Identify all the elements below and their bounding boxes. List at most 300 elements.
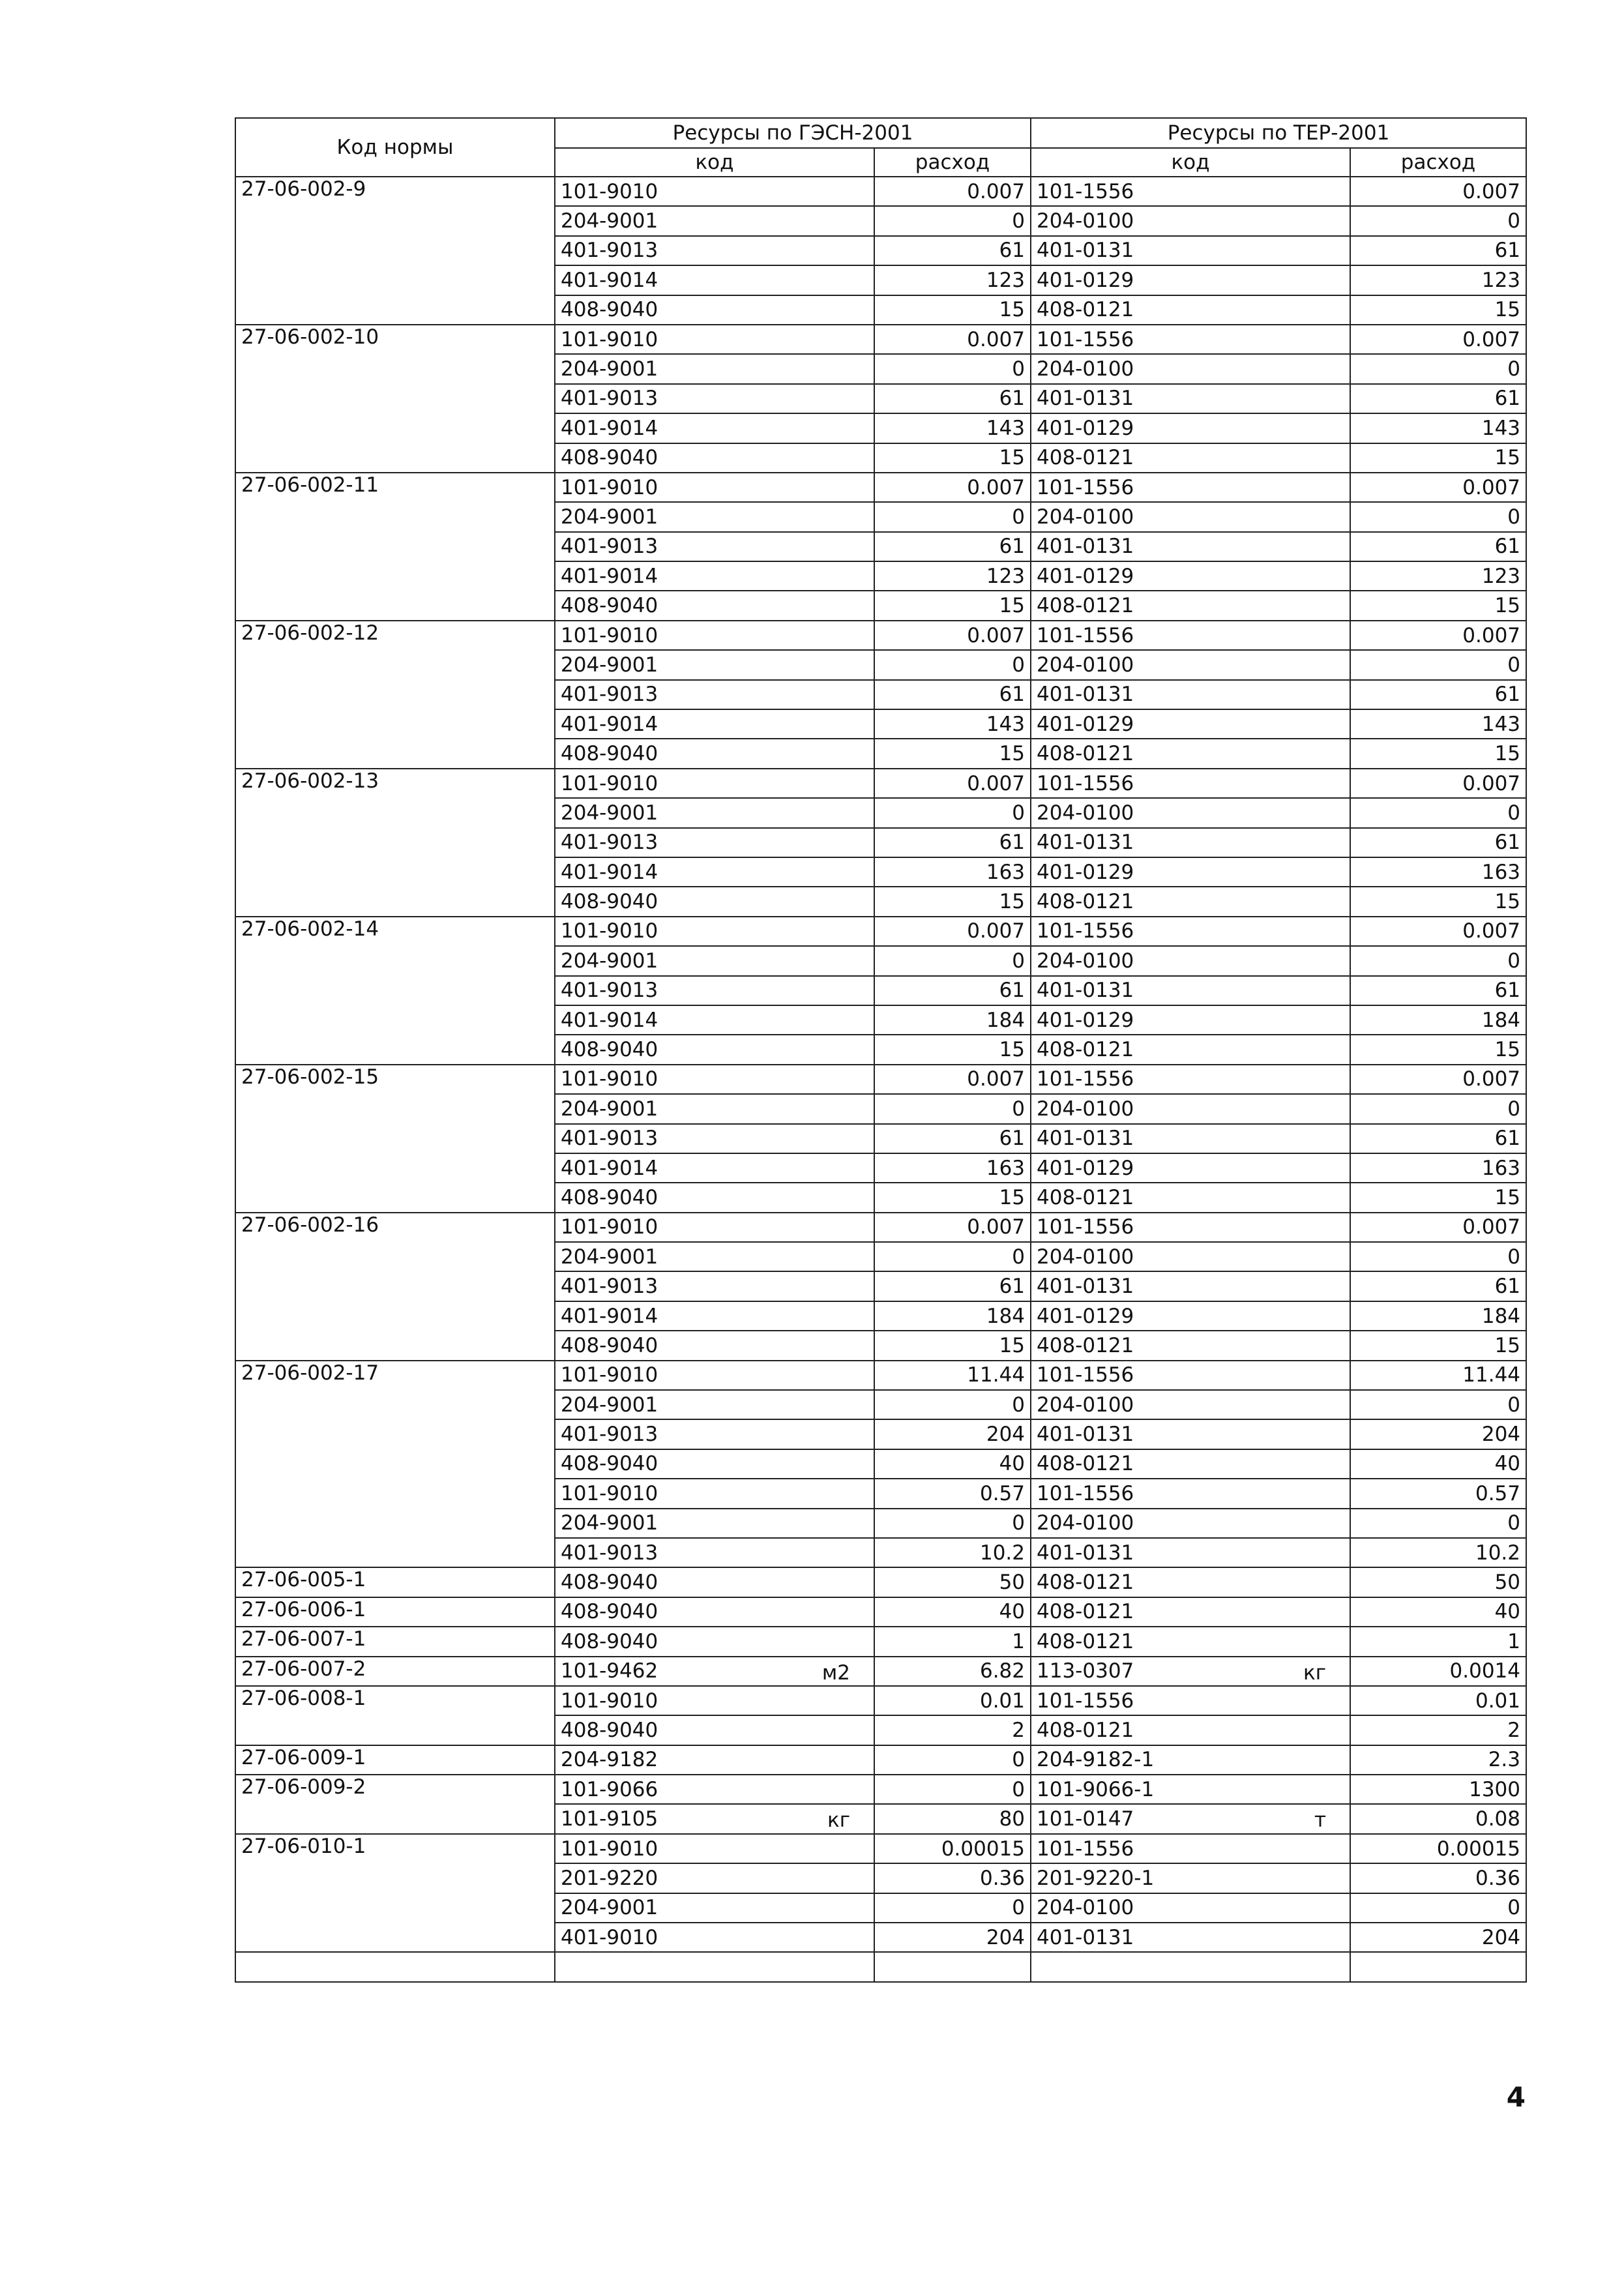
ter-usage-cell-text: 0 — [1507, 209, 1521, 233]
gesn-code-cell — [555, 1242, 874, 1271]
gesn-code-cell-text: 204-9001 — [561, 949, 658, 973]
ter-code-cell — [1031, 1686, 1350, 1715]
ter-usage-cell — [1350, 1597, 1526, 1627]
ter-code-cell — [1031, 709, 1350, 739]
ter-code-cell — [1031, 621, 1350, 650]
ter-usage-cell-text: 15 — [1494, 890, 1521, 914]
gesn-usage-cell — [874, 1538, 1031, 1567]
gesn-usage-cell — [874, 1301, 1031, 1331]
ter-usage-cell-text: 11.44 — [1462, 1363, 1521, 1387]
norm-code-cell — [235, 1538, 555, 1567]
norm-code-cell — [235, 1863, 555, 1893]
ter-code-cell — [1031, 1419, 1350, 1449]
gesn-code-cell-text: 401-9013 — [561, 1541, 658, 1565]
gesn-code-cell — [555, 1686, 874, 1715]
gesn-usage-cell — [874, 295, 1031, 325]
norm-code-cell — [235, 206, 555, 235]
gesn-usage-cell — [874, 591, 1031, 620]
gesn-code-cell-text: 101-9010 — [561, 327, 658, 351]
gesn-code-cell-text: 408-9040 — [561, 1600, 658, 1624]
gesn-code-cell-text: 101-9010 — [561, 475, 658, 499]
gesn-usage-cell-text: 184 — [986, 1304, 1026, 1328]
norm-code-cell — [235, 265, 555, 295]
gesn-code-cell-text: 401-9014 — [561, 416, 658, 440]
ter-code-cell — [1031, 828, 1350, 857]
gesn-usage-cell-text: 6.82 — [979, 1659, 1026, 1683]
ter-usage-cell-text: 61 — [1494, 1275, 1521, 1299]
gesn-code-cell — [555, 1183, 874, 1212]
ter-code-cell-text: 401-0131 — [1037, 535, 1134, 559]
header-ter-group: Ресурсы по ТЕР-2001 — [1031, 118, 1526, 148]
ter-usage-cell-text: 0 — [1507, 1393, 1521, 1417]
ter-usage-cell — [1350, 1686, 1526, 1715]
gesn-usage-cell — [874, 1331, 1031, 1360]
ter-usage-cell-text: 0.007 — [1462, 771, 1521, 795]
table-row — [235, 976, 1526, 1005]
gesn-usage-cell — [874, 1419, 1031, 1449]
ter-code-cell — [1031, 1035, 1350, 1064]
ter-usage-cell — [1350, 1804, 1526, 1833]
ter-usage-cell — [1350, 1775, 1526, 1804]
ter-code-cell — [1031, 857, 1350, 887]
gesn-code-cell-text: 401-9014 — [561, 1156, 658, 1180]
gesn-code-cell-text: 101-9010 — [561, 623, 658, 647]
gesn-code-cell-text: 204-9001 — [561, 1896, 658, 1920]
norm-code-cell — [235, 1923, 555, 1952]
gesn-usage-cell-text: 61 — [999, 535, 1026, 559]
norm-code-cell — [235, 1183, 555, 1212]
ter-usage-cell-text: 0.007 — [1462, 475, 1521, 499]
ter-code-cell — [1031, 1271, 1350, 1301]
table-row — [235, 1419, 1526, 1449]
ter-usage-cell — [1350, 1183, 1526, 1212]
gesn-usage-cell — [874, 1153, 1031, 1183]
header-gesn-usage: расход — [874, 148, 1031, 177]
ter-usage-cell-text: 15 — [1494, 1185, 1521, 1209]
norm-code-cell — [235, 295, 555, 325]
gesn-usage-cell-text: 61 — [999, 683, 1026, 707]
table-row — [235, 561, 1526, 591]
gesn-code-cell — [555, 502, 874, 531]
gesn-code-cell — [555, 206, 874, 235]
gesn-usage-cell-text: 0.007 — [967, 1067, 1026, 1091]
ter-usage-cell — [1350, 443, 1526, 473]
gesn-usage-cell-text: 61 — [999, 831, 1026, 855]
ter-code-cell — [1031, 1479, 1350, 1508]
ter-usage-cell — [1350, 917, 1526, 946]
ter-code-cell-text: 204-9182-1 — [1037, 1748, 1155, 1772]
norm-code-cell — [235, 1509, 555, 1538]
ter-code-cell-text: 401-0131 — [1037, 1423, 1134, 1447]
ter-code-cell — [1031, 265, 1350, 295]
gesn-code-cell-text: 408-9040 — [561, 594, 658, 618]
gesn-usage-cell-text: 15 — [999, 1185, 1026, 1209]
table-row — [235, 384, 1526, 413]
table-row — [235, 206, 1526, 235]
gesn-code-cell-text: 101-9010 — [561, 1215, 658, 1239]
gesn-usage-cell — [874, 1213, 1031, 1242]
ter-usage-cell-text: 1300 — [1469, 1777, 1521, 1801]
gesn-usage-cell-text: 204 — [986, 1925, 1026, 1949]
table-row — [235, 1213, 1526, 1242]
gesn-usage-cell — [874, 1715, 1031, 1745]
ter-unit: т — [1314, 1809, 1327, 1833]
gesn-usage-cell — [874, 1005, 1031, 1035]
gesn-code-cell-text: 408-9040 — [561, 1629, 658, 1653]
gesn-code-cell-text: 204-9182 — [561, 1748, 658, 1772]
header-norm-code: Код нормы — [235, 118, 555, 177]
gesn-code-cell-text: 401-9013 — [561, 535, 658, 559]
gesn-code-cell — [555, 473, 874, 502]
gesn-code-cell-text: 401-9013 — [561, 1275, 658, 1299]
gesn-code-cell — [555, 561, 874, 591]
gesn-code-cell-text: 408-9040 — [561, 1571, 658, 1595]
ter-code-cell — [1031, 177, 1350, 206]
ter-code-cell — [1031, 1745, 1350, 1775]
header-ter-code: код — [1031, 148, 1350, 177]
gesn-usage-cell — [874, 236, 1031, 265]
gesn-code-cell — [555, 1271, 874, 1301]
gesn-usage-cell-text: 0 — [1012, 1393, 1026, 1417]
norm-code-cell — [235, 384, 555, 413]
gesn-usage-cell-text: 15 — [999, 594, 1026, 618]
ter-usage-cell-text: 0.007 — [1462, 327, 1521, 351]
ter-code-cell — [1031, 739, 1350, 768]
gesn-usage-cell — [874, 1479, 1031, 1508]
ter-usage-cell — [1350, 887, 1526, 916]
gesn-code-cell — [555, 1627, 874, 1656]
ter-usage-cell-text: 0.007 — [1462, 623, 1521, 647]
gesn-code-cell — [555, 1509, 874, 1538]
ter-code-cell-text: 101-1556 — [1037, 475, 1134, 499]
ter-usage-cell-text: 50 — [1494, 1571, 1521, 1595]
ter-code-cell — [1031, 561, 1350, 591]
norm-code-cell — [235, 1893, 555, 1923]
ter-usage-cell-text: 0.36 — [1475, 1866, 1521, 1890]
ter-code-cell-text: 401-0129 — [1037, 1008, 1134, 1032]
norm-code-cell — [235, 1271, 555, 1301]
gesn-code-cell-text: 408-9040 — [561, 1719, 658, 1742]
gesn-code-cell-text: 401-9010 — [561, 1925, 658, 1949]
ter-code-cell — [1031, 1804, 1350, 1833]
gesn-code-cell — [555, 1035, 874, 1064]
ter-code-cell-text: 401-0131 — [1037, 979, 1134, 1003]
ter-usage-cell — [1350, 739, 1526, 768]
ter-code-cell-text: 408-0121 — [1037, 742, 1134, 766]
gesn-usage-cell-text: 0 — [1012, 1896, 1026, 1920]
norm-code-cell — [235, 680, 555, 709]
ter-code-cell — [1031, 1952, 1350, 1981]
table-row — [235, 443, 1526, 473]
gesn-code-cell-text: 408-9040 — [561, 1038, 658, 1062]
ter-code-cell-text: 401-0131 — [1037, 683, 1134, 707]
table-row — [235, 1124, 1526, 1153]
ter-usage-cell — [1350, 265, 1526, 295]
ter-usage-cell — [1350, 1065, 1526, 1094]
norm-code-cell: 27-06-002-16 — [235, 1213, 555, 1242]
gesn-usage-cell-text: 15 — [999, 298, 1026, 322]
ter-usage-cell — [1350, 1567, 1526, 1597]
gesn-usage-cell-text: 0 — [1012, 653, 1026, 677]
ter-usage-cell — [1350, 1923, 1526, 1952]
gesn-usage-cell — [874, 443, 1031, 473]
ter-usage-cell — [1350, 1952, 1526, 1981]
norm-code-cell: 27-06-002-15 — [235, 1065, 555, 1094]
ter-usage-cell-text: 204 — [1481, 1423, 1521, 1447]
ter-code-cell-text: 204-0100 — [1037, 653, 1134, 677]
gesn-code-cell-text: 101-9010 — [561, 1481, 658, 1505]
ter-usage-cell — [1350, 295, 1526, 325]
ter-usage-cell-text: 0 — [1507, 1245, 1521, 1269]
gesn-usage-cell-text: 61 — [999, 387, 1026, 411]
gesn-usage-cell-text: 0.00015 — [941, 1837, 1026, 1861]
norm-code-cell: 27-06-005-1 — [235, 1567, 555, 1597]
gesn-usage-cell — [874, 473, 1031, 502]
gesn-code-cell-text: 408-9040 — [561, 890, 658, 914]
ter-code-cell-text: 408-0121 — [1037, 1629, 1134, 1653]
gesn-code-cell-text: 408-9040 — [561, 446, 658, 470]
gesn-code-cell — [555, 1567, 874, 1597]
gesn-usage-cell — [874, 1242, 1031, 1271]
table-row — [235, 473, 1526, 502]
ter-code-cell — [1031, 1449, 1350, 1479]
table-row — [235, 1597, 1526, 1627]
gesn-usage-cell-text: 50 — [999, 1571, 1026, 1595]
gesn-code-cell — [555, 650, 874, 679]
ter-code-cell-text: 204-0100 — [1037, 1896, 1134, 1920]
gesn-code-cell — [555, 265, 874, 295]
gesn-code-cell-text: 401-9014 — [561, 564, 658, 588]
table-row — [235, 828, 1526, 857]
gesn-usage-cell-text: 0 — [1012, 1748, 1026, 1772]
ter-usage-cell-text: 2 — [1507, 1719, 1521, 1742]
gesn-code-cell-text: 401-9013 — [561, 1423, 658, 1447]
ter-code-cell — [1031, 1094, 1350, 1123]
ter-code-cell — [1031, 1715, 1350, 1745]
table-row — [235, 650, 1526, 679]
gesn-usage-cell-text: 0.007 — [967, 771, 1026, 795]
ter-code-cell — [1031, 1597, 1350, 1627]
gesn-code-cell-text: 101-9105 — [561, 1807, 658, 1831]
gesn-usage-cell — [874, 1952, 1031, 1981]
gesn-usage-cell — [874, 1449, 1031, 1479]
gesn-code-cell — [555, 325, 874, 354]
gesn-usage-cell — [874, 1183, 1031, 1212]
gesn-unit: кг — [827, 1809, 850, 1833]
ter-code-cell-text: 408-0121 — [1037, 1185, 1134, 1209]
ter-usage-cell-text: 40 — [1494, 1452, 1521, 1476]
ter-code-cell-text: 401-0131 — [1037, 1127, 1134, 1151]
ter-code-cell — [1031, 680, 1350, 709]
table-row — [235, 177, 1526, 206]
ter-usage-cell-text: 163 — [1481, 1156, 1521, 1180]
ter-code-cell-text: 401-0131 — [1037, 1275, 1134, 1299]
gesn-code-cell-text: 408-9040 — [561, 1185, 658, 1209]
gesn-code-cell-text: 101-9010 — [561, 771, 658, 795]
gesn-usage-cell — [874, 561, 1031, 591]
gesn-usage-cell-text: 0 — [1012, 1097, 1026, 1121]
ter-code-cell — [1031, 1361, 1350, 1390]
ter-usage-cell-text: 123 — [1481, 268, 1521, 292]
gesn-code-cell — [555, 295, 874, 325]
ter-usage-cell-text: 15 — [1494, 1333, 1521, 1357]
gesn-code-cell-text: 401-9014 — [561, 712, 658, 736]
gesn-usage-cell-text: 61 — [999, 239, 1026, 263]
norm-code-cell: 27-06-009-1 — [235, 1745, 555, 1775]
gesn-code-cell-text: 204-9001 — [561, 1097, 658, 1121]
ter-code-cell — [1031, 1834, 1350, 1863]
ter-code-cell-text: 401-0131 — [1037, 1925, 1134, 1949]
table-row — [235, 1065, 1526, 1094]
gesn-usage-cell — [874, 1745, 1031, 1775]
gesn-code-cell-text: 101-9010 — [561, 1067, 658, 1091]
gesn-usage-cell — [874, 532, 1031, 561]
ter-code-cell-text: 204-0100 — [1037, 1097, 1134, 1121]
gesn-code-cell — [555, 1923, 874, 1952]
ter-usage-cell-text: 184 — [1481, 1008, 1521, 1032]
gesn-code-cell — [555, 591, 874, 620]
ter-code-cell-text: 408-0121 — [1037, 890, 1134, 914]
ter-code-cell-text: 101-1556 — [1037, 327, 1134, 351]
norm-code-cell — [235, 650, 555, 679]
table-row — [235, 1479, 1526, 1508]
ter-code-cell — [1031, 1242, 1350, 1271]
ter-code-cell — [1031, 502, 1350, 531]
ter-usage-cell — [1350, 976, 1526, 1005]
gesn-usage-cell — [874, 1094, 1031, 1123]
ter-usage-cell-text: 0.007 — [1462, 919, 1521, 943]
gesn-code-cell — [555, 1745, 874, 1775]
ter-usage-cell-text: 0 — [1507, 1511, 1521, 1535]
norm-code-cell — [235, 1242, 555, 1271]
ter-code-cell-text: 408-0121 — [1037, 1600, 1134, 1624]
norm-code-cell — [235, 828, 555, 857]
gesn-code-cell-text: 401-9014 — [561, 1304, 658, 1328]
ter-code-cell — [1031, 1301, 1350, 1331]
gesn-code-cell — [555, 413, 874, 443]
table-row — [235, 1301, 1526, 1331]
resource-table — [235, 117, 1527, 1983]
gesn-code-cell — [555, 857, 874, 887]
ter-code-cell — [1031, 1775, 1350, 1804]
table-row — [235, 413, 1526, 443]
gesn-usage-cell — [874, 1775, 1031, 1804]
gesn-code-cell — [555, 887, 874, 916]
gesn-code-cell-text: 204-9001 — [561, 1511, 658, 1535]
ter-usage-cell-text: 0.08 — [1475, 1807, 1521, 1831]
ter-code-cell-text: 408-0121 — [1037, 298, 1134, 322]
gesn-code-cell — [555, 384, 874, 413]
gesn-code-cell — [555, 177, 874, 206]
table-row — [235, 1804, 1526, 1833]
norm-code-cell — [235, 1804, 555, 1833]
ter-usage-cell-text: 0 — [1507, 1097, 1521, 1121]
ter-code-cell — [1031, 1863, 1350, 1893]
ter-usage-cell — [1350, 680, 1526, 709]
ter-code-cell-text: 408-0121 — [1037, 1038, 1134, 1062]
gesn-code-cell — [555, 1390, 874, 1419]
ter-usage-cell-text: 15 — [1494, 1038, 1521, 1062]
gesn-code-cell-text: 401-9013 — [561, 239, 658, 263]
ter-usage-cell — [1350, 1419, 1526, 1449]
table-row — [235, 1390, 1526, 1419]
norm-code-cell — [235, 443, 555, 473]
ter-code-cell — [1031, 1153, 1350, 1183]
gesn-usage-cell-text: 61 — [999, 979, 1026, 1003]
ter-usage-cell-text: 15 — [1494, 446, 1521, 470]
ter-code-cell-text: 401-0129 — [1037, 860, 1134, 884]
ter-usage-cell-text: 0 — [1507, 653, 1521, 677]
gesn-usage-cell-text: 0 — [1012, 1777, 1026, 1801]
ter-usage-cell — [1350, 473, 1526, 502]
ter-code-cell-text: 401-0129 — [1037, 564, 1134, 588]
gesn-code-cell — [555, 946, 874, 975]
norm-code-cell: 27-06-002-9 — [235, 177, 555, 206]
ter-usage-cell — [1350, 532, 1526, 561]
norm-code-cell — [235, 561, 555, 591]
ter-code-cell-text: 204-0100 — [1037, 505, 1134, 529]
gesn-usage-cell-text: 10.2 — [979, 1541, 1026, 1565]
ter-usage-cell — [1350, 1627, 1526, 1656]
table-row — [235, 1715, 1526, 1745]
gesn-code-cell — [555, 1834, 874, 1863]
ter-code-cell-text: 113-0307 — [1037, 1659, 1134, 1683]
table-row — [235, 1361, 1526, 1390]
ter-code-cell-text: 408-0121 — [1037, 1571, 1134, 1595]
norm-code-cell: 27-06-009-2 — [235, 1775, 555, 1804]
table-row — [235, 621, 1526, 650]
norm-code-cell — [235, 236, 555, 265]
ter-code-cell — [1031, 354, 1350, 383]
table-row — [235, 1035, 1526, 1064]
table-row — [235, 325, 1526, 354]
gesn-usage-cell-text: 204 — [986, 1423, 1026, 1447]
gesn-code-cell-text: 408-9040 — [561, 1452, 658, 1476]
gesn-usage-cell — [874, 206, 1031, 235]
table-row — [235, 1509, 1526, 1538]
gesn-usage-cell-text: 0.007 — [967, 179, 1026, 203]
gesn-code-cell-text: 401-9013 — [561, 1127, 658, 1151]
ter-usage-cell-text: 15 — [1494, 594, 1521, 618]
ter-usage-cell — [1350, 1863, 1526, 1893]
ter-usage-cell — [1350, 857, 1526, 887]
gesn-code-cell — [555, 532, 874, 561]
gesn-usage-cell — [874, 1893, 1031, 1923]
gesn-code-cell-text: 401-9014 — [561, 1008, 658, 1032]
ter-usage-cell — [1350, 769, 1526, 798]
table-row — [235, 1923, 1526, 1952]
gesn-unit: м2 — [821, 1661, 850, 1685]
gesn-usage-cell — [874, 265, 1031, 295]
ter-code-cell — [1031, 413, 1350, 443]
table-row — [235, 502, 1526, 531]
ter-usage-cell-text: 10.2 — [1475, 1541, 1521, 1565]
gesn-code-cell — [555, 1863, 874, 1893]
ter-usage-cell — [1350, 354, 1526, 383]
ter-usage-cell — [1350, 946, 1526, 975]
ter-code-cell-text: 101-1556 — [1037, 1689, 1134, 1713]
gesn-usage-cell-text: 15 — [999, 446, 1026, 470]
gesn-code-cell-text: 204-9001 — [561, 357, 658, 381]
gesn-usage-cell — [874, 887, 1031, 916]
gesn-usage-cell — [874, 1361, 1031, 1390]
gesn-usage-cell-text: 11.44 — [967, 1363, 1026, 1387]
ter-usage-cell — [1350, 798, 1526, 827]
ter-code-cell — [1031, 1657, 1350, 1686]
ter-usage-cell — [1350, 591, 1526, 620]
ter-code-cell — [1031, 798, 1350, 827]
gesn-code-cell — [555, 917, 874, 946]
